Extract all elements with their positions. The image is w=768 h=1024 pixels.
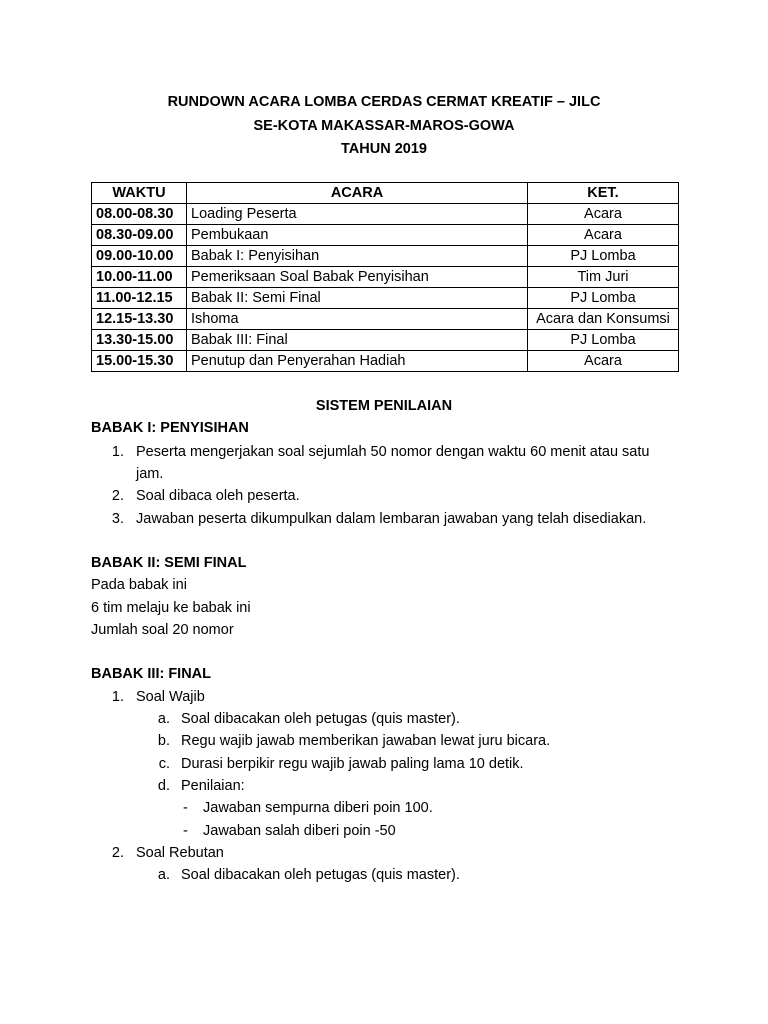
table-row (92, 225, 679, 246)
penilaian-item: Jawaban salah diberi poin -50 (203, 823, 396, 839)
soal-wajib-label: Soal Wajib (136, 689, 205, 705)
dash-bullet: - (183, 800, 188, 816)
cell-waktu: 15.00-15.30 (92, 351, 187, 372)
cell-ket: Acara (528, 225, 679, 246)
table-row (92, 288, 679, 309)
table-row (92, 267, 679, 288)
cell-waktu: 13.30-15.00 (92, 330, 187, 351)
doc-title-line-3: TAHUN 2019 (341, 141, 427, 157)
cell-ket: Tim Juri (528, 267, 679, 288)
list-letter: a. (157, 867, 170, 883)
babak2-text: Jumlah soal 20 nomor (91, 622, 234, 638)
babak3-heading: BABAK III: FINAL (91, 666, 212, 682)
cell-waktu: 08.00-08.30 (92, 204, 187, 225)
col-header-waktu: WAKTU (92, 183, 187, 204)
table-row (92, 309, 679, 330)
rundown-table (91, 182, 679, 372)
cell-ket: PJ Lomba (528, 246, 679, 267)
list-item-text: Soal dibacakan oleh petugas (quis master). (181, 867, 460, 883)
cell-ket: Acara (528, 351, 679, 372)
list-number: 3. (111, 511, 124, 527)
cell-acara: Loading Peserta (187, 204, 528, 225)
list-item-text: Penilaian: (181, 778, 245, 794)
table-row (92, 351, 679, 372)
cell-acara: Babak I: Penyisihan (187, 246, 528, 267)
col-header-acara: ACARA (187, 183, 528, 204)
cell-ket: Acara dan Konsumsi (528, 309, 679, 330)
table-row (92, 204, 679, 225)
cell-waktu: 12.15-13.30 (92, 309, 187, 330)
cell-ket: Acara (528, 204, 679, 225)
list-number: 1. (111, 444, 124, 460)
list-letter: a. (157, 711, 170, 727)
cell-acara: Pembukaan (187, 225, 528, 246)
list-item-text: Durasi berpikir regu wajib jawab paling lama 10 detik. (181, 756, 524, 772)
list-letter: b. (157, 733, 170, 749)
penilaian-item: Jawaban sempurna diberi poin 100. (203, 800, 433, 816)
babak2-heading: BABAK II: SEMI FINAL (91, 555, 247, 571)
babak1-heading: BABAK I: PENYISIHAN (91, 420, 249, 436)
cell-acara: Pemeriksaan Soal Babak Penyisihan (187, 267, 528, 288)
cell-waktu: 08.30-09.00 (92, 225, 187, 246)
list-item-text: Jawaban peserta dikumpulkan dalam lembaran jawaban yang telah disediakan. (136, 511, 647, 527)
cell-ket: PJ Lomba (528, 330, 679, 351)
cell-ket: PJ Lomba (528, 288, 679, 309)
table-header-row (92, 183, 679, 204)
table-row (92, 246, 679, 267)
list-item-text: Soal dibaca oleh peserta. (136, 488, 300, 504)
list-item-text: Soal dibacakan oleh petugas (quis master). (181, 711, 460, 727)
babak2-text: 6 tim melaju ke babak ini (91, 600, 251, 616)
list-item-text-cont: jam. (136, 466, 164, 482)
soal-rebutan-label: Soal Rebutan (136, 845, 224, 861)
list-letter: c. (158, 756, 170, 772)
doc-title-line-1: RUNDOWN ACARA LOMBA CERDAS CERMAT KREATIF – JILC (167, 94, 601, 110)
list-number: 2. (111, 845, 124, 861)
list-number: 1. (111, 689, 124, 705)
list-item-text: Peserta mengerjakan soal sejumlah 50 nomor dengan waktu 60 menit atau satu (136, 444, 650, 460)
babak2-text: Pada babak ini (91, 577, 187, 593)
cell-acara: Babak III: Final (187, 330, 528, 351)
dash-bullet: - (183, 823, 188, 839)
cell-waktu: 09.00-10.00 (92, 246, 187, 267)
list-letter: d. (157, 778, 170, 794)
cell-acara: Penutup dan Penyerahan Hadiah (187, 351, 528, 372)
sistem-penilaian-heading: SISTEM PENILAIAN (315, 398, 453, 414)
cell-waktu: 11.00-12.15 (92, 288, 187, 309)
list-item-text: Regu wajib jawab memberikan jawaban lewat juru bicara. (181, 733, 551, 749)
cell-acara: Ishoma (187, 309, 528, 330)
cell-waktu: 10.00-11.00 (92, 267, 187, 288)
col-header-ket: KET. (528, 183, 679, 204)
table-row (92, 330, 679, 351)
list-number: 2. (111, 488, 124, 504)
cell-acara: Babak II: Semi Final (187, 288, 528, 309)
doc-title-line-2: SE-KOTA MAKASSAR-MAROS-GOWA (253, 118, 515, 134)
